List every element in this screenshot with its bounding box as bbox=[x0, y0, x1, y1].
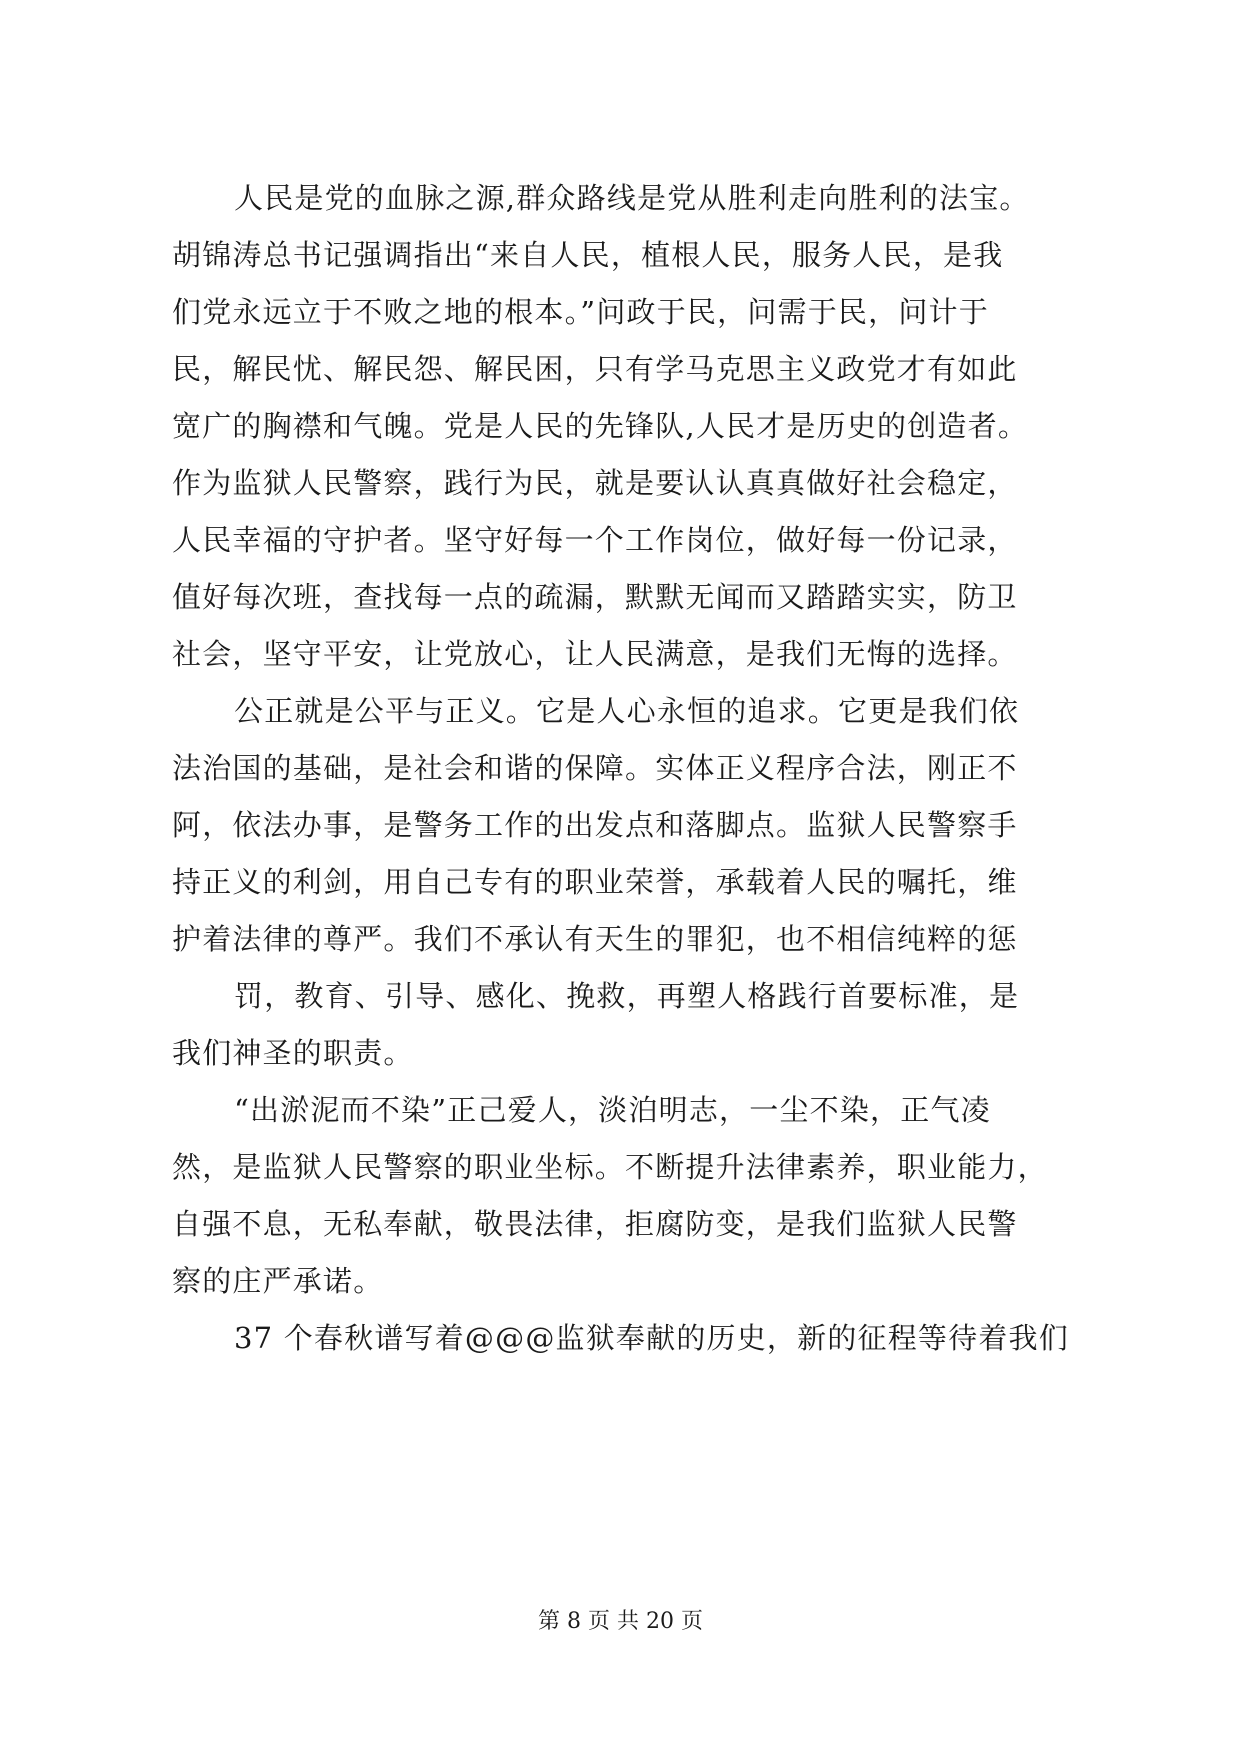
text-line: 胡锦涛总书记强调指出“来自人民，植根人民，服务人民，是我 bbox=[172, 238, 1004, 272]
text-line: 民，解民忧、解民怨、解民困，只有学马克思主义政党才有如此 bbox=[172, 352, 1018, 386]
text-line: 人民是党的血脉之源,群众路线是党从胜利走向胜利的法宝。 bbox=[234, 181, 1030, 215]
text-line: 值好每次班，查找每一点的疏漏，默默无闻而又踏踏实实，防卫 bbox=[172, 580, 1018, 614]
text-line: 察的庄严承诺。 bbox=[172, 1264, 384, 1298]
text-line: 护着法律的尊严。我们不承认有天生的罪犯，也不相信纯粹的惩 bbox=[172, 922, 1018, 956]
page-number-footer: 第 8 页 共 20 页 bbox=[538, 1609, 703, 1634]
text-line: 法治国的基础，是社会和谐的保障。实体正义程序合法，刚正不 bbox=[172, 751, 1018, 785]
text-line: 社会，坚守平安，让党放心，让人民满意，是我们无悔的选择。 bbox=[172, 637, 1018, 671]
text-line: “出淤泥而不染”正己爱人，淡泊明志，一尘不染，正气凌 bbox=[234, 1093, 991, 1127]
text-line: 罚，教育、引导、感化、挽救，再塑人格践行首要标准，是 bbox=[234, 979, 1020, 1013]
text-line: 作为监狱人民警察，践行为民，就是要认认真真做好社会稳定， bbox=[172, 466, 1018, 500]
text-line: 人民幸福的守护者。坚守好每一个工作岗位，做好每一份记录， bbox=[172, 523, 1018, 557]
text-line: 们党永远立于不败之地的根本。”问政于民，问需于民，问计于 bbox=[172, 295, 989, 329]
text-line: 阿，依法办事，是警务工作的出发点和落脚点。监狱人民警察手 bbox=[172, 808, 1018, 842]
text-line: 我们神圣的职责。 bbox=[172, 1036, 414, 1070]
text-line: 37 个春秋谱写着@@@监狱奉献的历史，新的征程等待着我们 bbox=[234, 1321, 1069, 1355]
text-line: 宽广的胸襟和气魄。党是人民的先锋队,人民才是历史的创造者。 bbox=[172, 409, 1029, 443]
text-line: 然，是监狱人民警察的职业坐标。不断提升法律素养，职业能力， bbox=[172, 1150, 1048, 1184]
text-line: 自强不息，无私奉献，敬畏法律，拒腐防变，是我们监狱人民警 bbox=[172, 1207, 1018, 1241]
text-line: 公正就是公平与正义。它是人心永恒的追求。它更是我们依 bbox=[234, 694, 1020, 728]
text-line: 持正义的利剑，用自己专有的职业荣誉，承载着人民的嘱托，维 bbox=[172, 865, 1018, 899]
